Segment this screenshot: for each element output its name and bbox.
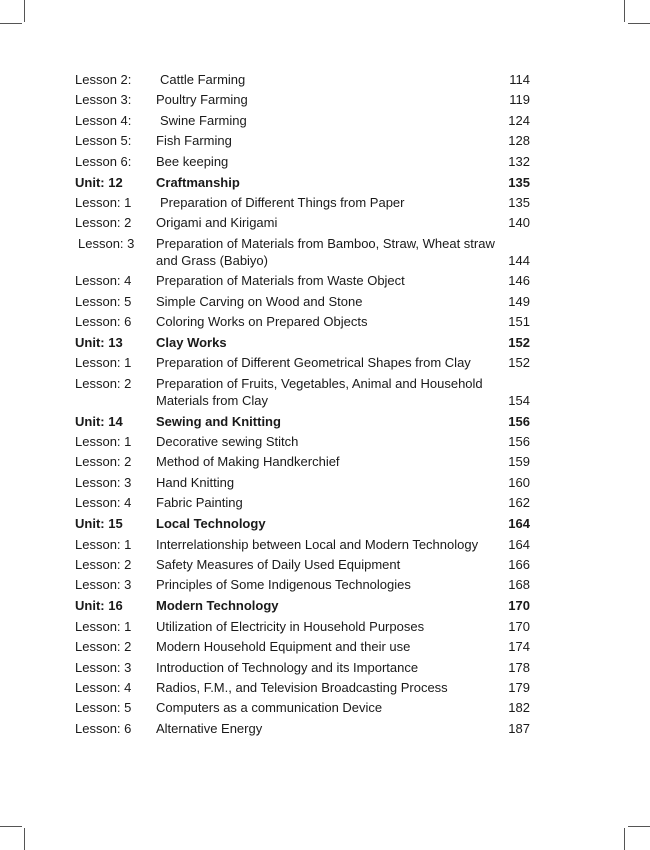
page-number: 156	[508, 434, 530, 450]
page-number: 182	[508, 700, 530, 716]
lesson-title: Poultry Farming	[156, 92, 248, 108]
lesson-title: Cattle Farming	[160, 72, 246, 87]
lesson-title: Computers as a communication Device	[156, 700, 383, 716]
page-number: 168	[508, 577, 530, 593]
lesson-number: Lesson: 5	[75, 700, 132, 716]
unit-number: Unit: 15	[75, 516, 123, 532]
page-number: 151	[508, 313, 530, 329]
toc-lesson-entry	[75, 618, 530, 635]
crop-mark	[624, 828, 625, 850]
page-number: 149	[508, 293, 530, 309]
toc-unit-heading	[75, 515, 530, 532]
lesson-number: Lesson: 4	[75, 679, 132, 695]
crop-mark	[0, 23, 22, 24]
toc-lesson-entry	[75, 659, 530, 676]
lesson-number: Lesson: 6	[75, 313, 132, 329]
lesson-number: Lesson: 4	[75, 273, 132, 289]
lesson-number: Lesson: 2	[75, 557, 132, 573]
page-number: 154	[508, 392, 530, 408]
page-number: 152	[508, 334, 530, 350]
page-number: 156	[508, 413, 530, 429]
toc-lesson-entry	[75, 453, 530, 470]
crop-mark	[24, 828, 25, 850]
toc-lesson-entry	[75, 720, 530, 737]
lesson-title: Alternative Energy	[156, 720, 263, 736]
crop-mark	[24, 0, 25, 22]
unit-title: Sewing and Knitting	[156, 413, 281, 429]
lesson-title: Decorative sewing Stitch	[156, 434, 299, 450]
page-number: 140	[508, 215, 530, 231]
toc-unit-heading	[75, 597, 530, 614]
lesson-number: Lesson 6:	[75, 153, 132, 169]
crop-mark	[628, 23, 650, 24]
page-number: 128	[508, 133, 530, 149]
page-number: 144	[508, 252, 530, 268]
toc-lesson-entry	[75, 235, 530, 269]
lesson-title: Preparation of Different Geometrical Shapes from Clay	[156, 355, 471, 371]
toc-lesson-entry	[75, 272, 530, 289]
lesson-title: Preparation of Different Things from Paper	[160, 194, 405, 210]
toc-lesson-entry	[75, 112, 530, 129]
toc-lesson-entry	[75, 91, 530, 108]
page-number: 170	[508, 598, 530, 614]
lesson-number: Lesson: 4	[75, 495, 132, 511]
page-number: 187	[508, 720, 530, 736]
toc-lesson-entry	[75, 474, 530, 491]
toc-unit-heading	[75, 174, 530, 191]
unit-title: Craftmanship	[156, 174, 240, 190]
lesson-title: Preparation of Materials from Waste Object	[156, 273, 405, 289]
lesson-title: Hand Knitting	[156, 474, 235, 490]
lesson-title: Principles of Some Indigenous Technologies	[156, 577, 411, 593]
lesson-number: Lesson 4:	[75, 112, 132, 128]
page-number: 124	[508, 112, 530, 128]
toc-lesson-entry	[75, 556, 530, 573]
lesson-number: Lesson: 1	[75, 618, 132, 634]
lesson-title: Radios, F.M., and Television Broadcasting Process	[156, 679, 448, 695]
toc-lesson-entry	[75, 679, 530, 696]
toc-lesson-entry	[75, 576, 530, 593]
unit-number: Unit: 12	[75, 174, 123, 190]
page-number: 152	[508, 355, 530, 371]
lesson-number: Lesson: 2	[75, 639, 132, 655]
toc-lesson-entry	[75, 638, 530, 655]
lesson-number: Lesson 2:	[75, 72, 132, 87]
page-number: 160	[508, 474, 530, 490]
lesson-title: Safety Measures of Daily Used Equipment	[156, 557, 401, 573]
lesson-number: Lesson: 3	[75, 577, 132, 593]
page-number: 166	[508, 557, 530, 573]
lesson-number: Lesson: 2	[75, 375, 132, 391]
lesson-number: Lesson: 2	[75, 454, 132, 470]
lesson-title: Introduction of Technology and its Importance	[156, 659, 419, 675]
page-number: 119	[509, 92, 530, 108]
toc-lesson-entry	[75, 494, 530, 511]
lesson-number: Lesson 5:	[75, 133, 132, 149]
lesson-number: Lesson: 5	[75, 293, 132, 309]
crop-mark	[0, 826, 22, 827]
table-of-contents	[75, 71, 530, 740]
toc-lesson-entry	[75, 536, 530, 553]
lesson-title: Modern Household Equipment and their use	[156, 639, 411, 655]
crop-mark	[624, 0, 625, 22]
toc-lesson-entry	[75, 71, 530, 88]
lesson-title: Simple Carving on Wood and Stone	[156, 293, 363, 309]
page-number: 179	[508, 679, 530, 695]
page-number: 146	[508, 273, 530, 289]
toc-lesson-entry	[75, 132, 530, 149]
page-number: 162	[508, 495, 530, 511]
toc-lesson-entry	[75, 313, 530, 330]
unit-title: Clay Works	[156, 334, 227, 350]
lesson-title: Coloring Works on Prepared Objects	[156, 313, 368, 329]
unit-number: Unit: 13	[75, 334, 123, 350]
page-number: 174	[508, 639, 530, 655]
crop-mark	[628, 826, 650, 827]
lesson-number: Lesson: 3	[75, 474, 132, 490]
lesson-title: Fish Farming	[156, 133, 232, 149]
page-number: 164	[508, 536, 530, 552]
toc-lesson-entry	[75, 433, 530, 450]
toc-lesson-entry	[75, 194, 530, 211]
lesson-title: Swine Farming	[160, 112, 247, 128]
lesson-number: Lesson: 2	[75, 215, 132, 231]
unit-number: Unit: 16	[75, 598, 123, 614]
lesson-title: Utilization of Electricity in Household Purposes	[156, 618, 425, 634]
toc-lesson-entry	[75, 153, 530, 170]
lesson-number: Lesson: 1	[75, 434, 132, 450]
lesson-title: Fabric Painting	[156, 495, 243, 511]
lesson-number: Lesson: 3	[75, 659, 132, 675]
page-number: 135	[508, 174, 530, 190]
page-number: 159	[508, 454, 530, 470]
unit-title: Local Technology	[156, 516, 266, 532]
lesson-number: Lesson: 1	[75, 536, 132, 552]
lesson-number: Lesson: 1	[75, 194, 132, 210]
toc-lesson-entry	[75, 699, 530, 716]
toc-unit-heading	[75, 413, 530, 430]
lesson-title: Preparation of Materials from Bamboo, Straw, Wheat straw and Grass (Babiyo)	[156, 235, 495, 268]
page-number: 132	[508, 153, 530, 169]
toc-lesson-entry	[75, 214, 530, 231]
toc-lesson-entry	[75, 354, 530, 371]
lesson-number: Lesson: 6	[75, 720, 132, 736]
lesson-title: Interrelationship between Local and Modern Technology	[156, 536, 479, 552]
page-number: 135	[508, 194, 530, 210]
page-number: 164	[508, 516, 530, 532]
toc-lesson-entry	[75, 375, 530, 409]
lesson-title: Origami and Kirigami	[156, 215, 278, 231]
page-number: 170	[508, 618, 530, 634]
unit-number: Unit: 14	[75, 413, 123, 429]
toc-unit-heading	[75, 334, 530, 351]
lesson-number: Lesson: 1	[75, 355, 132, 371]
lesson-number: Lesson: 3	[78, 235, 135, 251]
page-number: 114	[509, 72, 530, 87]
unit-title: Modern Technology	[156, 598, 279, 614]
lesson-number: Lesson 3:	[75, 92, 132, 108]
lesson-title: Bee keeping	[156, 153, 229, 169]
page-number: 178	[508, 659, 530, 675]
lesson-title: Method of Making Handkerchief	[156, 454, 340, 470]
toc-lesson-entry	[75, 293, 530, 310]
lesson-title: Preparation of Fruits, Vegetables, Animal and Household Materials from Clay	[156, 375, 483, 408]
